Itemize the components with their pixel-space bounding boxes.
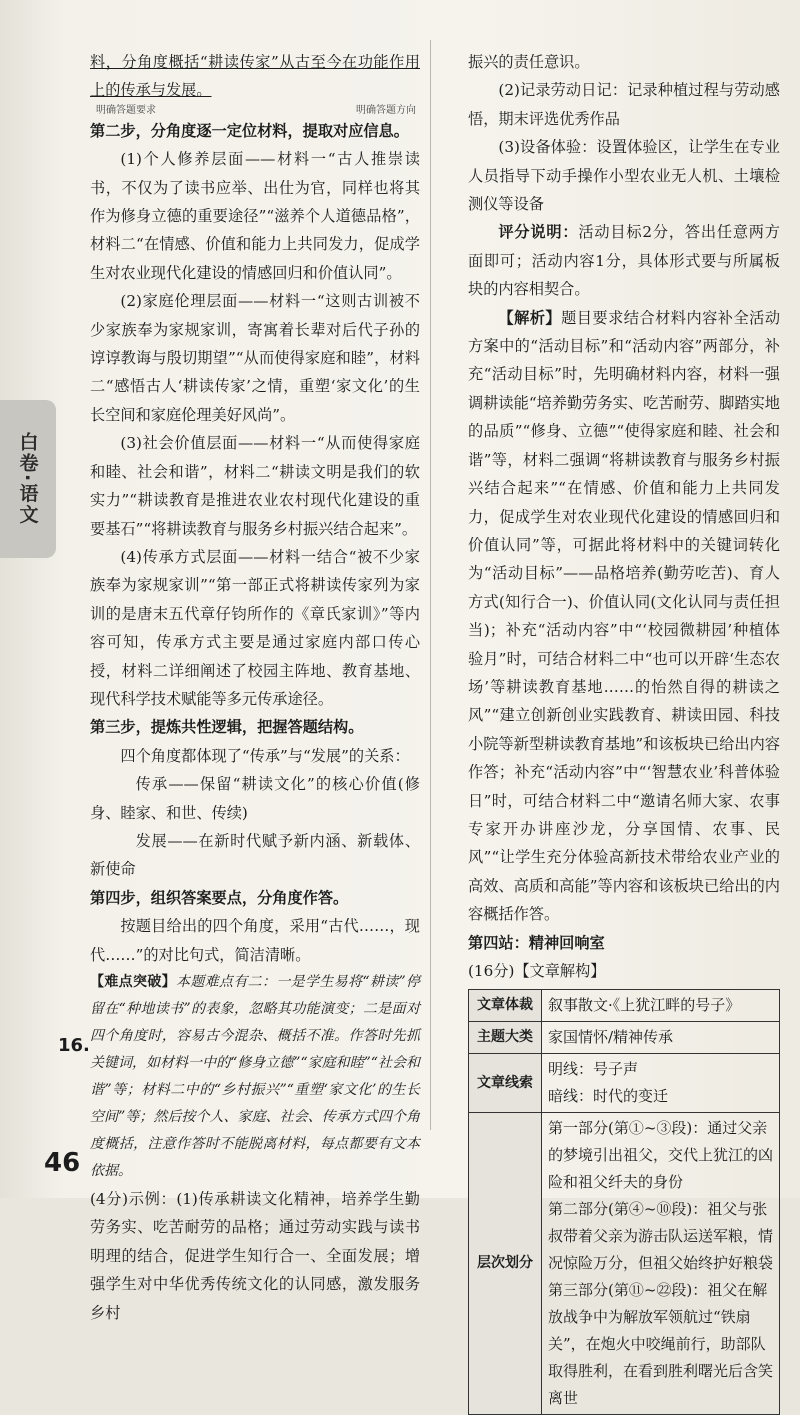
level-part-three: 第三部分(第⑪~㉒段)：祖父在解放战争中为解放军领航过“铁扇关”，在炮火中咬绳前行，助部队取得胜利，在看到胜利曙光后含笑离世 xyxy=(548,1281,774,1408)
annotation-row xyxy=(90,105,420,117)
table-key: 文章体裁 xyxy=(469,990,542,1022)
table-value: 叙事散文·《上犹江畔的号子》 xyxy=(542,990,780,1022)
level-part-two: 第二部分(第④~⑩段)：祖父与张叔带着父亲为游击队运送军粮，情况惊险万分，但祖父始终护好粮袋 xyxy=(548,1200,774,1273)
side-tab-label: 白卷·语文 xyxy=(16,432,39,526)
article-structure-table xyxy=(468,989,780,1415)
analysis-label: 【解析】 xyxy=(498,308,562,327)
table-key: 文章线索 xyxy=(469,1054,542,1113)
paragraph-family: (2)家庭伦理层面——材料一“这则古训被不少家族奉为家规家训，寄寓着长辈对后代子孙的谆谆教诲与殷切期望”“从而使得家庭和睦”，材料二“感悟古人‘耕读传家’之情，重塑‘家文化’的生长空间和家庭伦理美好风尚”。 xyxy=(90,292,420,424)
intro-paragraph: 料，分角度概括“耕读传家”从古至今在功能作用上的传承与发展。 xyxy=(90,53,420,100)
page-number: 46 xyxy=(44,1148,81,1178)
annotation-requirement: 明确答题要求 xyxy=(96,104,156,116)
station-heading: 第四站：精神回响室 xyxy=(468,933,605,952)
item-diary: (2)记录劳动日记：记录种植过程与劳动感悟，期末评选优秀作品 xyxy=(468,81,780,128)
right-column xyxy=(468,48,780,1415)
step-two-heading: 第二步，分角度逐一定位材料，提取对应信息。 xyxy=(90,121,409,140)
left-column xyxy=(90,48,420,1327)
scoring-label: 评分说明： xyxy=(498,223,579,242)
difficulty-note xyxy=(90,969,420,1185)
level-part-one: 第一部分(第①~③段)：通过父亲的梦境引出祖父，交代上犹江的凶险和祖父纤夫的身份 xyxy=(548,1119,774,1192)
difficulty-note-text: 本题难点有二：一是学生易将“耕读”停留在“种地读书”的表象，忽略其功能演变；二是面对四个角度时，容易古今混杂、概括不准。作答时先抓关键词，如材料一中的“修身立德”“家庭和睦”“社会和谐”等；材料二中的“乡村振兴”“重塑‘家文化’的生长空间”等；然后按个人、家庭、社会、传承方式四个角度概括，注意作答时不能脱离材料，每点都要有文本依据。 xyxy=(90,974,420,1179)
paragraph-answer-format: 按题目给出的四个角度，采用“古代……，现代……”的对比句式，简洁清晰。 xyxy=(90,917,420,964)
step-four-heading: 第四步，组织答案要点，分角度作答。 xyxy=(90,888,349,907)
clue-implicit: 暗线：时代的变迁 xyxy=(548,1087,669,1106)
table-row xyxy=(469,1113,780,1415)
q16-answer: (4分)示例：(1)传承耕读文化精神，培养学生勤劳务实、吃苦耐劳的品格；通过劳动实践与读书明理的结合，促进学生知行合一、全面发展；增强学生对中华优秀传统文化的认同感，激发服务乡村 xyxy=(90,1190,420,1322)
item-equipment: (3)设备体验：设置体验区，让学生在专业人员指导下动手操作小型农业无人机、土壤检测仪等设备 xyxy=(468,138,780,214)
annotation-direction: 明确答题方向 xyxy=(356,104,416,116)
table-key: 主题大类 xyxy=(469,1022,542,1054)
table-row xyxy=(469,1022,780,1054)
analysis-paragraph xyxy=(468,304,780,929)
table-key: 层次划分 xyxy=(469,1113,542,1415)
column-divider xyxy=(430,40,431,1130)
table-row xyxy=(469,1054,780,1113)
section-heading: (16分)【文章解构】 xyxy=(468,962,606,980)
side-tab xyxy=(0,400,56,558)
paragraph-inherit: 传承——保留“耕读文化”的核心价值(修身、睦家、和世、传续) xyxy=(90,775,420,822)
continued-text: 振兴的责任意识。 xyxy=(468,53,590,71)
difficulty-note-label: 【难点突破】 xyxy=(90,974,177,990)
table-value: 家国情怀/精神传承 xyxy=(542,1022,780,1054)
paragraph-society: (3)社会价值层面——材料一“从而使得家庭和睦、社会和谐”，材料二“耕读文明是我们的软实力”“耕读教育是推进农业农村现代化建设的重要基石”“将耕读教育与服务乡村振兴结合起来”。 xyxy=(90,434,420,538)
table-value xyxy=(542,1054,780,1113)
paragraph-transmission: (4)传承方式层面——材料一结合“被不少家族奉为家规家训”“第一部正式将耕读传家列为家训的是唐末五代章仔钧所作的《章氏家训》”等内容可知，传承方式主要是通过家庭内部口传心授，材料二详细阐述了校园主阵地、教育基地、现代科学技术赋能等多元传承途径。 xyxy=(90,547,420,708)
clue-explicit: 明线：号子声 xyxy=(548,1060,639,1079)
analysis-text: 题目要求结合材料内容补全活动方案中的“活动目标”和“活动内容”两部分，补充“活动目标”时，先明确材料内容，材料一强调耕读能“培养勤劳务实、吃苦耐劳、脚踏实地的品质”“修身、立德”“使得家庭和睦、社会和谐”等，材料二强调“将耕读教育与服务乡村振兴结合起来”“在情感、价值和能力上共同发力，促成学生对农业现代化建设的情感回归和价值认同”等，可据此将材料中的关键词转化为“活动目标”——品格培养(勤劳吃苦)、育人方式(知行合一)、价值认同(文化认同与责任担当)；补充“活动内容”中“‘校园微耕园’种植体验月”时，可结合材料二中“也可以开辟‘生态农场’等耕读教育基地……的怡然自得的耕读之风”“建立创新创业实践教育、耕读田园、科技小院等新型耕读教育基地”和该板块已给出内容作答；补充“活动内容”中“‘智慧农业’科普体验日”时，可结合材料二中“邀请名师大家、农事专家开办讲座沙龙，分享国情、农事、民风”“让学生充分体验高新技术带给农业产业的高效、高质和高能”等内容和该板块已给出的内容概括作答。 xyxy=(468,308,780,924)
table-value xyxy=(542,1113,780,1415)
paragraph-personal: (1)个人修养层面——材料一“古人推崇读书，不仅为了读书应举、出仕为官，同样也将其作为修身立德的重要途径”“滋养个人道德品格”，材料二“在情感、价值和能力上共同发力，促成学生对农业现代化建设的情感回归和价值认同”。 xyxy=(90,150,420,282)
question-number: 16. xyxy=(58,1035,90,1056)
scoring-text: 活动目标2分，答出任意两方面即可；活动内容1分，具体形式要与所属板块的内容相契合。 xyxy=(468,223,780,299)
table-row xyxy=(469,990,780,1022)
paragraph-relation: 四个角度都体现了“传承”与“发展”的关系： xyxy=(120,746,410,765)
paragraph-develop: 发展——在新时代赋予新内涵、新载体、新使命 xyxy=(90,831,420,879)
step-three-heading: 第三步，提炼共性逻辑，把握答题结构。 xyxy=(90,718,364,737)
scoring-note xyxy=(468,218,780,303)
